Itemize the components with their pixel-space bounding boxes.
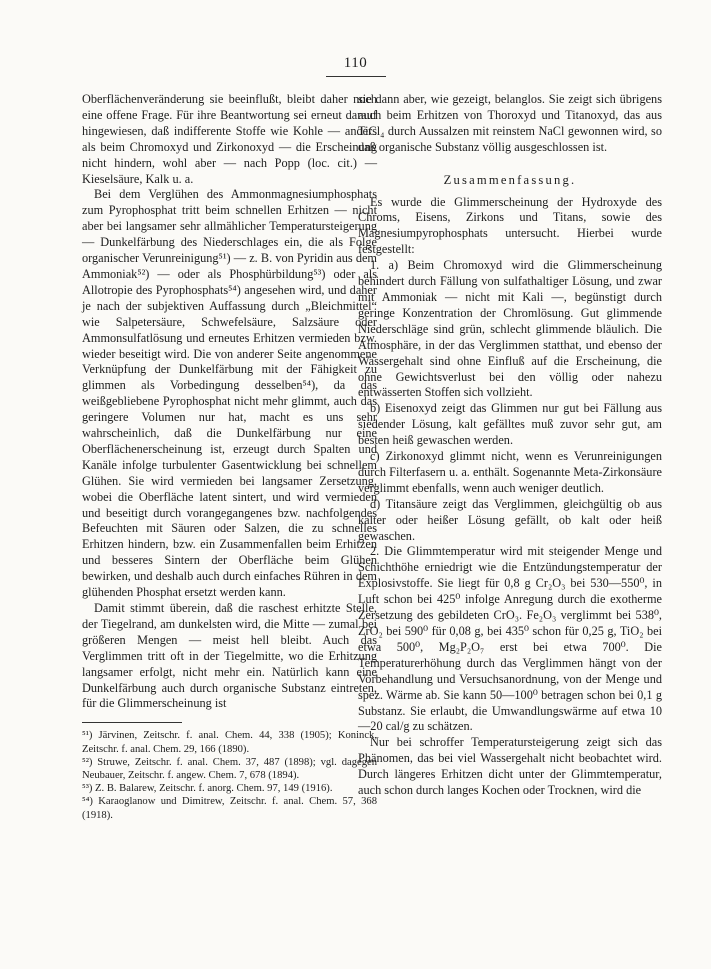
summary-point: 1. a) Beim Chromoxyd wird die Glimmerscheinung behindert durch Fällung von sulfathaltiger Lösung, und zwar mit Ammoniak — nicht mit Kali —, begünstigt durch geringe Konzentration der Chromlösung. Gut glimmende Niederschläge sind grün, schlecht glimmende bläulich. Die Atmosphäre, in der das Verglimmen statthat, und ebenso der Wassergehalt sind ohne Einfluß auf die Erscheinung, die ohne Gewichtsverlust bei den völlig oder nahezu entwässerten Stoffen sich vollzieht. <box>358 258 662 400</box>
paragraph: Es wurde die Glimmerscheinung der Hydroxyde des Chroms, Eisens, Zirkons und Titans, sowie des Magnesiumpyrophosphats untersucht. Hierbei wurde festgestellt: <box>358 194 662 257</box>
summary-point: d) Titansäure zeigt das Verglimmen, gleichgültig ob aus kalter oder heißer Lösung gefällt, ob kalt oder heiß gewaschen. <box>358 496 662 543</box>
page-number: 110 <box>343 55 368 71</box>
paragraph: Oberflächenveränderung sie beeinflußt, bleibt daher noch eine offene Frage. Für ihre Beantwortung sei erneut darauf hingewiesen, daß indifferente Stoffe wie Kohle — anders als beim Chromoxyd und Zirkonoxyd — die Erscheinung nicht hindern, wohl aber — nach Popp (loc. cit.) — Kieselsäure, Kalk u. a. <box>82 92 377 186</box>
summary-point: 2. Die Glimmtemperatur wird mit steigender Menge und Schichthöhe erniedrigt wie die Entzündungstemperatur der Explosivstoffe. Sie liegt für 0,8 g Cr₂O₃ bei 530—550⁰, in Luft schon bei 425⁰ infolge Anregung durch die exotherme Zersetzung des gebildeten CrO₃. Fe₂O₃ verglimmt bei 538⁰, ZrO₂ bei 590⁰ für 0,08 g, bei 435⁰ schon für 0,25 g, TiO₂ bei etwa 500⁰, Mg₂P₂O₇ erst bei etwa 700⁰. Die Temperaturerhöhung durch das Verglimmen hängt von der Vorbehandlung und Versuchsanordnung, von der Menge und spez. Wärme ab. Sie kann 50—100⁰ betragen schon bei 0,1 g Substanz. Sie erlaubt, die Umwandlungswärme auf etwa 10—20 cal/g zu schätzen. <box>358 544 662 734</box>
summary-point: b) Eisenoxyd zeigt das Glimmen nur gut bei Fällung aus siedender Lösung, kalt gefälltes muß zuvor sehr gut, am besten heiß gewaschen werden. <box>358 401 662 448</box>
footnote-rule <box>82 722 182 723</box>
summary-point: Nur bei schroffer Temperatursteigerung zeigt sich das Phänomen, das bei viel Wassergehalt nicht beobachtet wird. Durch längeres Erhitzen dicht unter der Glimmtemperatur, auch schon durch langes Kochen oder Trocknen, wird die <box>358 735 662 798</box>
right-column <box>358 92 662 799</box>
footnote: ⁵²) Struwe, Zeitschr. f. anal. Chem. 37, 487 (1898); vgl. dagegen Neubauer, Zeitschr. f. angew. Chem. 7, 678 (1894). <box>82 756 377 781</box>
footnote: ⁵¹) Järvinen, Zeitschr. f. anal. Chem. 44, 338 (1905); Koninck, Zeitschr. f. anal. Chem. 29, 166 (1890). <box>82 730 377 755</box>
paragraph: Bei dem Verglühen des Ammonmagnesiumphosphats zum Pyrophosphat tritt beim schnellen Erhitzen — nicht aber bei langsamer sehr allmählicher Temperatursteigerung — Dunkelfärbung des Niederschlages ein, die als Folge organischer Verunreinigung⁵¹) — z. B. von Pyridin aus dem Ammoniak⁵²) — oder als Phosphürbildung⁵³) oder als Allotropie des Pyrophosphats⁵⁴) angesehen wird, und daher je nach der subjektiven Auffassung durch „Bleichmittel“ wie Salpetersäure, Schwefelsäure, Salzsäure oder Ammonsulfatlösung und erneutes Erhitzen vermieden bzw. wieder beseitigt wird. Die von anderer Seite angenommene Verknüpfung der Dunkelfärbung mit der Fähigkeit zu glimmen als Vorbedingung desselben⁵⁴), da das weißgebliebene Pyrophosphat nicht mehr glimmt, auch das geringere Volumen nur hat, macht es uns sehr wahrscheinlich, daß die Dunkelfärbung nur eine Oberflächenerscheinung ist, erzeugt durch Spalten und Kanäle infolge turbulenter Gasentwicklung bei schnellem Glühen. Sie wird vermieden bei langsamer Zersetzung, wobei die Oberfläche latent sintert, und wird vermieden und beseitigt durch vorangegangenes bzw. nachfolgendes Befeuchten mit Säuren oder Salzen, die zu schnelles Erhitzen hindern, bzw. ein Zusammenfallen beim Erhitzen und besseres Sintern der Oberfläche beim Glühen bewirken, und deshalb auch durch einfaches Rühren in dem glühenden Phosphat ersetzt werden kann. <box>82 187 377 600</box>
footnote: ⁵³) Z. B. Balarew, Zeitschr. f. anorg. Chem. 97, 149 (1916). <box>82 783 333 795</box>
paragraph: Damit stimmt überein, daß die raschest erhitzte Stelle, der Tiegelrand, am dunkelsten wird, die Mitte — zumal bei größeren Mengen — meist hell bleibt. Auch das Verglimmen tritt oft in der Tiegelmitte, wo die Erhitzung langsamer erfolgt, nicht mehr ein. Natürlich kann eine Dunkelfärbung auch durch organische Substanz eintreten, für die Glimmerscheinung ist <box>82 601 377 711</box>
section-heading: Zusammenfassung. <box>443 172 577 187</box>
footnote: ⁵⁴) Karaoglanow und Dimitrew, Zeitschr. f. anal. Chem. 57, 368 (1918). <box>82 796 377 821</box>
page-number-rule <box>326 76 386 77</box>
left-column <box>82 92 377 822</box>
summary-point: c) Zirkonoxyd glimmt nicht, wenn es Verunreinigungen durch Filterfasern u. a. enthält. Sogenannte Meta-Zirkonsäure verglimmt ebenfalls, wenn auch weniger deutlich. <box>358 449 662 495</box>
paragraph: sie dann aber, wie gezeigt, belanglos. Sie zeigt sich übrigens auch beim Erhitzen von Thoroxyd und Titanoxyd, das aus TiCl₄ durch Aussalzen mit reinstem NaCl gewonnen wird, so daß organische Substanz völlig ausgeschlossen ist. <box>358 92 662 154</box>
